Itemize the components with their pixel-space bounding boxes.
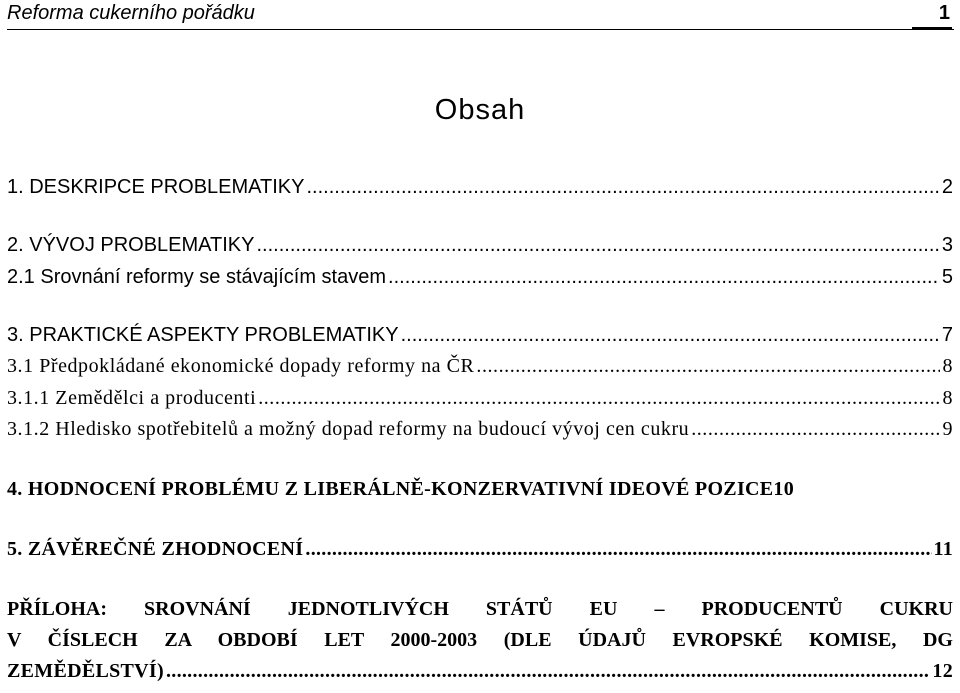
toc-entry-page: 9 bbox=[942, 418, 953, 440]
toc-entry-page: 8 bbox=[942, 387, 953, 409]
toc-entry-text: 3.1.2 Hledisko spotřebitelů a možný dopad reformy na budoucí vývoj cen cukru bbox=[7, 418, 690, 440]
header-rule-tab bbox=[912, 27, 952, 30]
header-page-number: 1 bbox=[938, 2, 950, 24]
toc-entry-page: 12 bbox=[932, 660, 953, 682]
appendix-line-2[interactable]: V ČÍSLECH ZA OBDOBÍ LET 2000-2003 (DLE ÚDAJŮ EVROPSKÉ KOMISE, DG bbox=[7, 629, 953, 651]
page-header bbox=[7, 0, 954, 30]
toc-leader bbox=[691, 418, 940, 441]
toc-entry[interactable] bbox=[7, 176, 953, 199]
toc-entry-page: 7 bbox=[941, 324, 953, 346]
toc-leader bbox=[305, 538, 931, 561]
toc-leader bbox=[256, 234, 939, 257]
toc-entry-text: 5. ZÁVĚREČNÉ ZHODNOCENÍ bbox=[7, 538, 304, 560]
toc-entry-text: 2. VÝVOJ PROBLEMATIKY bbox=[7, 234, 255, 256]
toc-leader bbox=[388, 266, 940, 289]
toc-entry[interactable] bbox=[7, 538, 953, 561]
toc-entry-text: 3.1 Předpokládané ekonomické dopady reformy na ČR bbox=[7, 355, 475, 377]
toc-entry[interactable] bbox=[7, 234, 953, 257]
toc-entry-text: 3. PRAKTICKÉ ASPEKTY PROBLEMATIKY bbox=[7, 324, 399, 346]
toc-entry[interactable] bbox=[7, 418, 953, 441]
toc-heading: Obsah bbox=[434, 94, 526, 126]
toc-entry[interactable] bbox=[7, 478, 953, 501]
toc-entry-page: 10 bbox=[773, 478, 795, 500]
appendix-line-1[interactable]: PŘÍLOHA: SROVNÁNÍ JEDNOTLIVÝCH STÁTŮ EU – PRODUCENTŮ CUKRU bbox=[7, 598, 953, 620]
appendix-line-3: ZEMĚDĚLSTVÍ) bbox=[7, 660, 164, 682]
toc-entry-text: 4. HODNOCENÍ PROBLÉMU Z LIBERÁLNĚ-KONZERVATIVNÍ IDEOVÉ POZICE bbox=[7, 478, 774, 500]
toc-entry-page: 5 bbox=[941, 266, 953, 288]
toc-entry[interactable] bbox=[7, 266, 953, 289]
toc-leader bbox=[476, 355, 940, 378]
toc-leader bbox=[258, 387, 940, 410]
toc-entry[interactable] bbox=[7, 355, 953, 378]
toc-entry-page: 2 bbox=[941, 176, 953, 198]
toc-entry-page: 11 bbox=[933, 538, 953, 560]
toc-leader bbox=[401, 324, 940, 347]
toc-entry-text: 3.1.1 Zemědělci a producenti bbox=[7, 387, 257, 409]
toc-entry[interactable] bbox=[7, 324, 953, 347]
toc-entry[interactable] bbox=[7, 660, 953, 683]
header-title: Reforma cukerního pořádku bbox=[7, 2, 255, 24]
toc-leader bbox=[307, 176, 940, 199]
toc-entry-text: 2.1 Srovnání reformy se stávajícím stavem bbox=[7, 266, 387, 288]
toc-entry[interactable] bbox=[7, 387, 953, 410]
toc-entry-text: 1. DESKRIPCE PROBLEMATIKY bbox=[7, 176, 305, 198]
toc-entry-page: 3 bbox=[941, 234, 953, 256]
toc-entry-page: 8 bbox=[942, 355, 953, 377]
toc-leader bbox=[166, 660, 930, 683]
